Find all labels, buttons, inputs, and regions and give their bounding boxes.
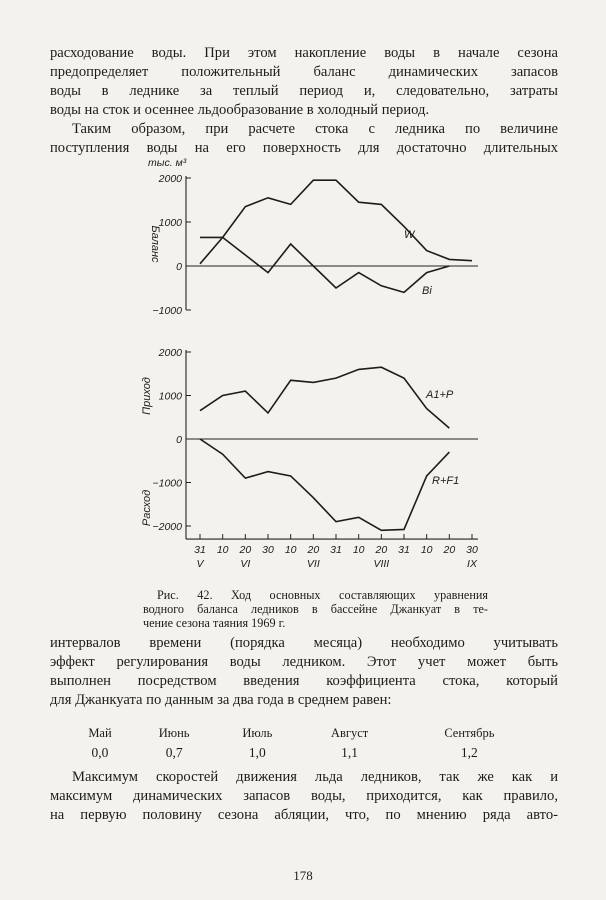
y-axis-label-top: Приход xyxy=(141,377,153,415)
x-tick-label: 10 xyxy=(216,544,229,557)
paragraph-3 xyxy=(50,634,558,710)
series-line-bi xyxy=(200,237,449,292)
x-tick-label: 20 xyxy=(375,544,388,557)
text-line: эффект регулирования воды ледником. Этот учет может быть xyxy=(50,654,558,670)
figure-caption xyxy=(143,588,488,630)
coefficient-value: 1,1 xyxy=(341,745,359,760)
balance-chart xyxy=(148,157,478,317)
series-label: W xyxy=(404,229,415,241)
x-tick-label: 20 xyxy=(443,544,456,557)
text-line: выполнен посредством введения коэффициента стока, который xyxy=(50,673,558,689)
y-tick-label: 2000 xyxy=(158,347,182,359)
month-label: V xyxy=(196,558,204,571)
month-label: IX xyxy=(467,558,477,571)
caption-line: водного баланса ледников в бассейне Джанкуат в те- xyxy=(143,602,488,616)
month-label: VII xyxy=(306,558,320,571)
series-line-w xyxy=(200,180,472,264)
y-tick-label: 1000 xyxy=(158,217,182,229)
y-tick-label: −1000 xyxy=(152,477,182,490)
x-tick-label: 31 xyxy=(330,544,342,557)
month-header: Июль xyxy=(242,725,273,740)
caption-line: Рис. 42. Ход основных составляющих уравнения xyxy=(157,588,488,602)
x-tick-label: 31 xyxy=(398,544,410,557)
paragraph-4 xyxy=(50,768,558,825)
x-tick-label: 10 xyxy=(420,544,433,557)
series-line-income xyxy=(200,367,449,428)
y-axis-label-bottom: Расход xyxy=(141,489,153,527)
month-header: Август xyxy=(330,725,369,740)
text-line: воды в леднике за теплый период и, следовательно, затраты xyxy=(50,83,558,99)
income-expense-chart xyxy=(141,347,478,570)
coefficient-value: 0,0 xyxy=(91,745,109,760)
text-line: предопределяет положительный баланс динамических запасов xyxy=(50,64,558,80)
coefficient-value: 1,0 xyxy=(248,745,266,760)
text-line: Максимум скоростей движения льда ледников, так же как и xyxy=(72,769,558,785)
unit-label: тыс. м³ xyxy=(148,157,187,169)
paragraph-1 xyxy=(50,44,558,120)
x-tick-label: 20 xyxy=(239,544,252,557)
series-label: Bi xyxy=(422,285,432,297)
caption-line: чение сезона таяния 1969 г. xyxy=(143,616,286,630)
series-label: A1+P xyxy=(426,389,454,401)
text-line: расходование воды. При этом накопление воды в начале сезона xyxy=(50,45,558,61)
x-tick-label: 30 xyxy=(466,544,478,557)
y-tick-label: −1000 xyxy=(152,305,182,317)
text-line: поступления воды на его поверхность для достаточно длительных xyxy=(50,140,558,156)
series-line-expense xyxy=(200,439,449,530)
text-line: интервалов времени (порядка месяца) необходимо учитывать xyxy=(50,635,558,651)
paragraph-2 xyxy=(50,120,558,158)
y-axis-label: Баланс xyxy=(149,225,161,263)
x-tick-label: 30 xyxy=(262,544,274,557)
text-line: для Джанкуата по данным за два года в среднем равен: xyxy=(50,692,392,708)
month-header: Июнь xyxy=(158,725,190,740)
text-line: воды на сток и осеннее льдообразование в холодный период. xyxy=(50,102,430,118)
month-header: Сентябрь xyxy=(444,725,495,740)
y-tick-label: −2000 xyxy=(152,521,182,533)
y-tick-label: 0 xyxy=(176,261,182,273)
y-tick-label: 1000 xyxy=(158,390,182,403)
y-tick-label: 0 xyxy=(176,434,182,446)
text-line: на первую половину сезона абляции, что, по мнению ряда авто- xyxy=(50,807,558,823)
month-label: VIII xyxy=(373,558,390,571)
x-tick-label: 10 xyxy=(352,544,365,557)
page-number: 178 xyxy=(293,868,313,883)
x-tick-label: 31 xyxy=(194,544,206,557)
series-label: R+F1 xyxy=(432,475,460,487)
coefficient-value: 1,2 xyxy=(460,745,478,760)
runoff-coefficient-table xyxy=(68,723,538,763)
text-line: максимум динамических запасов воды, приходится, как правило, xyxy=(50,788,558,804)
x-tick-label: 10 xyxy=(284,544,297,557)
coefficient-value: 0,7 xyxy=(165,745,183,760)
month-header: Май xyxy=(88,725,112,740)
text-line: Таким образом, при расчете стока с ледника по величине xyxy=(72,121,558,137)
month-label: VI xyxy=(240,558,251,571)
y-tick-label: 2000 xyxy=(158,173,182,185)
x-tick-label: 20 xyxy=(307,544,320,557)
